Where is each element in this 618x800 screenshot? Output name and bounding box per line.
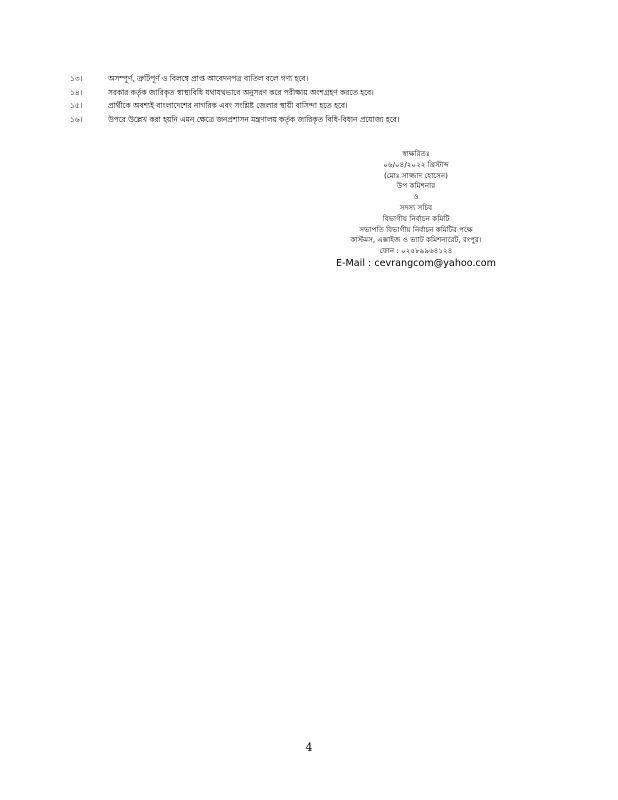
signatory-designation: উপ কমিশনার — [396, 181, 436, 191]
phone-number: ফোন : ০২৫৮৯৯৬৪১২৪ — [379, 246, 453, 256]
clause-list — [70, 72, 570, 126]
office-address: কাস্টমস, এক্সাইজ ও ভ্যাট কমিশনারেট, রংপুর। — [350, 235, 482, 245]
on-behalf-line: সভাপতি বিভাগীয় নির্বাচন কমিটির পক্ষে — [359, 224, 473, 234]
clause-item — [70, 86, 570, 100]
clause-number: ১৫। — [70, 101, 83, 110]
clause-number: ১৬। — [70, 114, 83, 124]
clause-text: অসম্পূর্ণ, ত্রুটিপূর্ণ ও বিলম্বে প্রাপ্ত আবেদনপত্র বাতিল বলে গণ্য হবে। — [108, 74, 309, 83]
clause-item — [70, 72, 570, 86]
signatory-name: (মোঃ সাজ্জাদ হোসেন) — [384, 170, 448, 180]
conjunction-text: ও — [413, 192, 419, 202]
clause-text: সরকার কর্তৃক জারিকৃত স্বাস্থ্যবিধি যথাযথভাবে অনুসরণ করে পরীক্ষায় অংশগ্রহণ করতে হবে। — [108, 87, 374, 97]
clause-item — [70, 113, 570, 127]
email-address: E-Mail : cevrangcom@yahoo.com — [335, 257, 497, 269]
clause-text: উপরে উল্লেখ করা হয়নি এমন ক্ষেত্রে জনপ্রশাসন মন্ত্রণালয় কর্তৃক জারিকৃত বিধি-বিধান প্রযোজ্য হবে। — [108, 114, 400, 124]
signed-label: স্বাক্ষরিতঃ — [402, 149, 430, 158]
signature-block — [330, 149, 502, 270]
page-number: 4 — [305, 741, 313, 754]
signatory-role: সদস্য সচিব — [399, 202, 433, 212]
clause-number: ১৪। — [70, 87, 83, 97]
clause-text: প্রার্থীকে অবশ্যই বাংলাদেশের নাগরিক এবং সংশ্লিষ্ট জেলার স্থায়ী বাসিন্দা হতে হবে। — [108, 101, 348, 110]
clause-number: ১৩। — [70, 74, 83, 83]
clause-item — [70, 99, 570, 113]
signature-date: ০৬/০৪/২০২২ খ্রিস্টাব্দ — [383, 159, 449, 169]
committee-name: বিভাগীয় নির্বাচন কমিটি — [382, 213, 450, 223]
